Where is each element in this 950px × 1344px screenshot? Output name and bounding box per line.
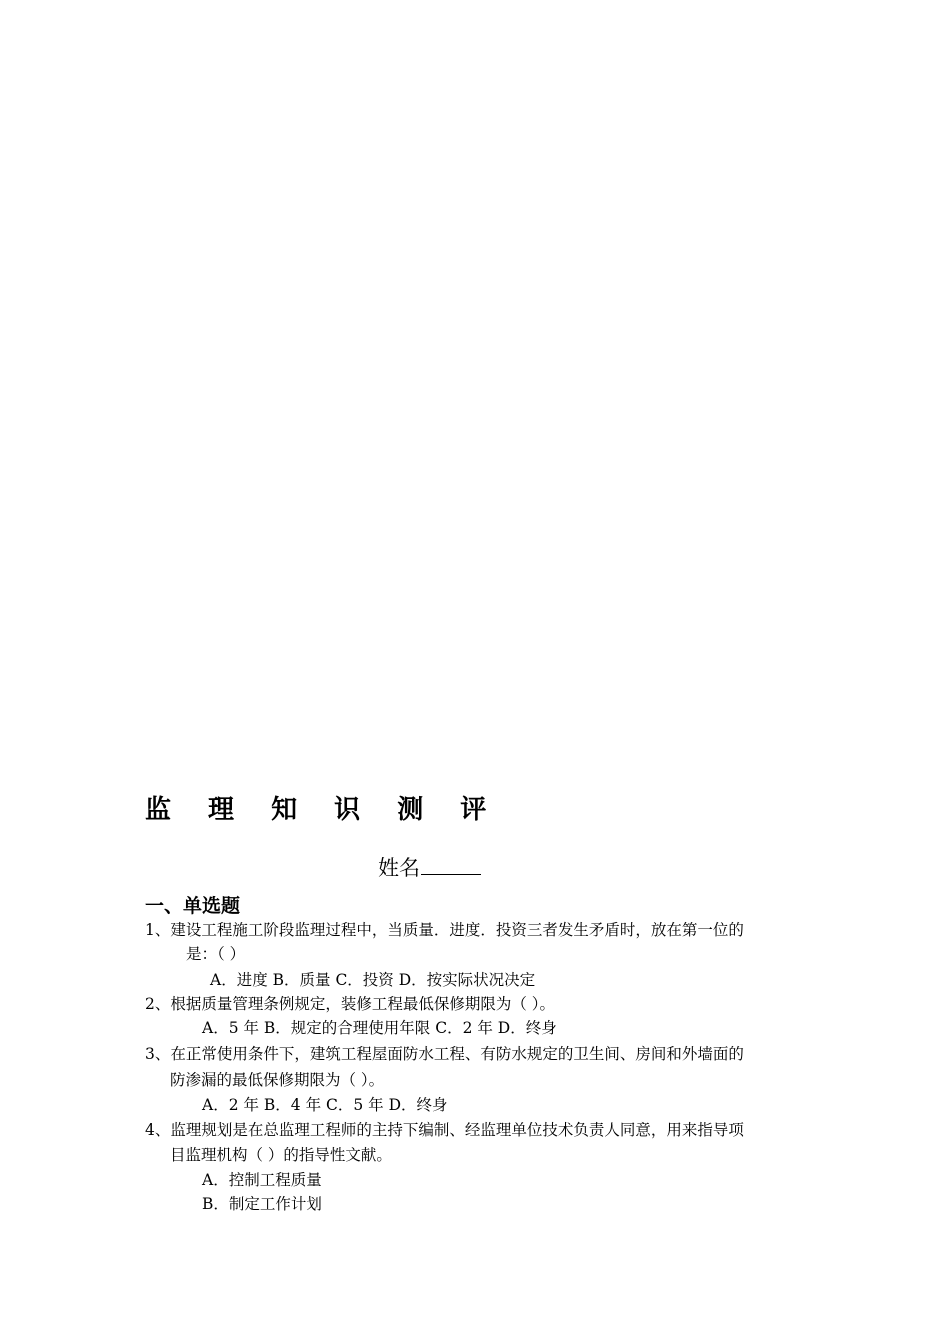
name-label: 姓名 (378, 856, 420, 880)
question-1-text: 1、建设工程施工阶段监理过程中，当质量．进度．投资三者发生矛盾时，放在第一位的 (145, 921, 744, 939)
question-4-text-cont: 目监理机构（ ）的指导性文献。 (170, 1146, 392, 1164)
name-blank[interactable] (421, 852, 481, 875)
question-4-text: 4、监理规划是在总监理工程师的主持下编制、经监理单位技术负责人同意，用来指导项 (145, 1121, 744, 1139)
question-1-text-cont: 是：（ ） (186, 945, 246, 963)
question-2-options: A．5 年 B．规定的合理使用年限 C．2 年 D．终身 (202, 1019, 557, 1037)
name-field (378, 852, 481, 884)
question-3-options: A．2 年 B．4 年 C．5 年 D．终身 (202, 1096, 448, 1114)
section-heading: 一、单选题 (145, 895, 241, 917)
question-2-text: 2、根据质量管理条例规定，装修工程最低保修期限为（ ）。 (145, 995, 556, 1013)
question-3-text-cont: 防渗漏的最低保修期限为（ ）。 (170, 1071, 385, 1089)
question-3-text: 3、在正常使用条件下，建筑工程屋面防水工程、有防水规定的卫生间、房间和外墙面的 (145, 1045, 744, 1063)
question-4-option-b: B．制定工作计划 (202, 1195, 322, 1213)
question-1-options: A．进度 B．质量 C．投资 D．按实际状况决定 (210, 971, 536, 989)
question-4-option-a: A．控制工程质量 (202, 1171, 322, 1189)
page-title: 监 理 知 识 测 评 (145, 795, 501, 825)
